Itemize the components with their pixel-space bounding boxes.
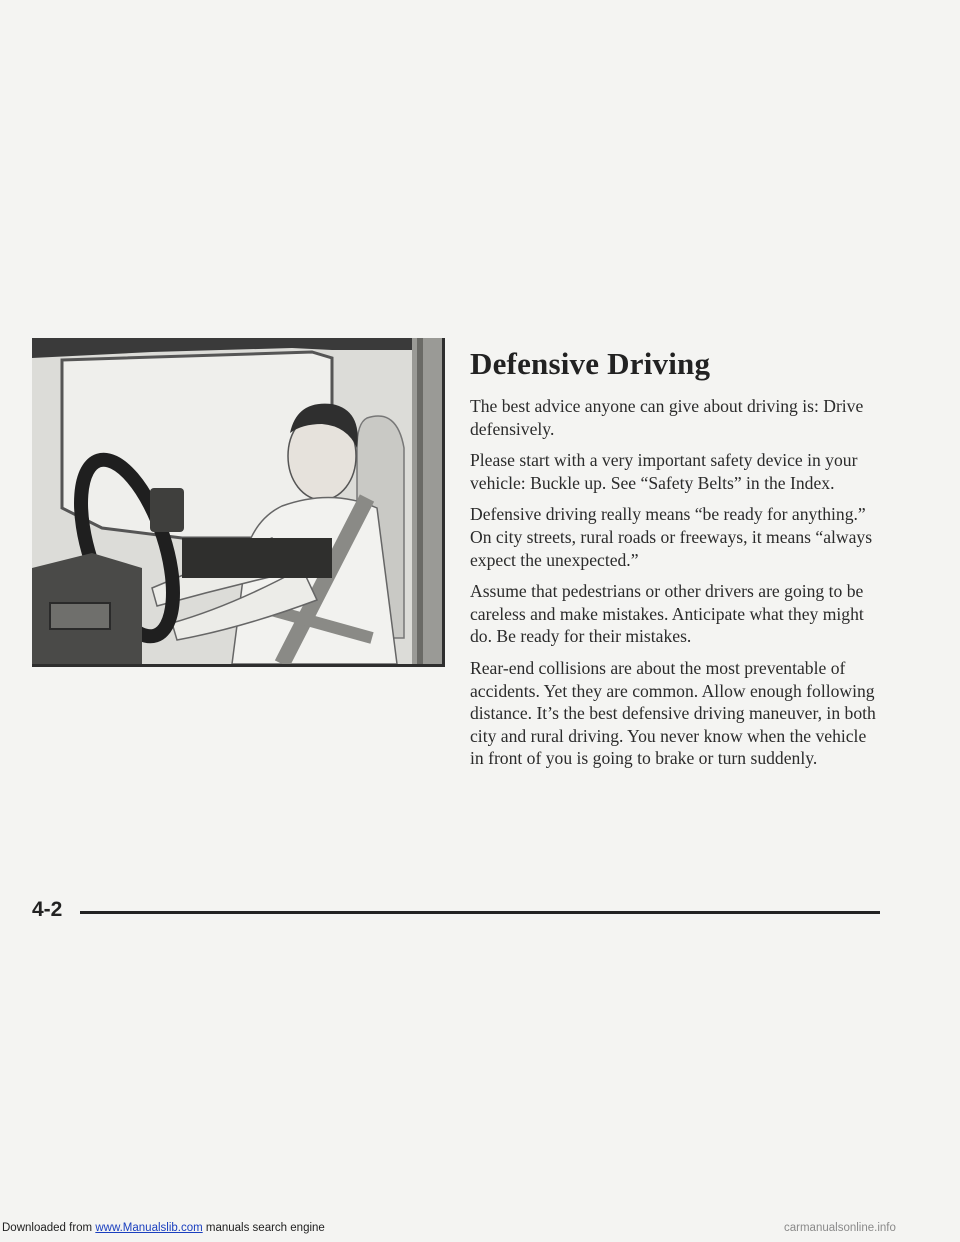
page-number: 4-2 xyxy=(32,898,63,921)
driver-wearing-seatbelt-image xyxy=(32,338,442,664)
paragraph: Defensive driving really means “be ready for anything.” On city streets, rural roads or freeways, it means “always expect the unexpected.” xyxy=(470,504,873,570)
watermark: carmanualsonline.info xyxy=(784,1222,896,1234)
paragraph: Please start with a very important safety device in your vehicle: Buckle up. See “Safety Belts” in the Index. xyxy=(470,450,858,493)
section-title: Defensive Driving xyxy=(470,346,711,381)
footer-rule xyxy=(80,911,880,914)
section-content xyxy=(470,346,880,779)
banner-prefix: Downloaded from xyxy=(2,1222,96,1234)
page-footer xyxy=(32,898,882,921)
manualslib-link[interactable]: www.Manualslib.com xyxy=(95,1222,203,1234)
banner-suffix: manuals search engine xyxy=(202,1222,325,1234)
download-banner xyxy=(2,1222,325,1234)
paragraph: Assume that pedestrians or other drivers are going to be careless and make mistakes. Anticipate what they might do. Be ready for their mistakes. xyxy=(470,581,864,647)
driver-illustration xyxy=(32,338,445,667)
paragraph: Rear-end collisions are about the most preventable of accidents. Yet they are common. Allow enough following distance. It’s the best defensive driving maneuver, in both city and rural driving. You never know when the vehicle in front of you is going to brake or turn suddenly. xyxy=(470,657,876,769)
paragraph: The best advice anyone can give about driving is: Drive defensively. xyxy=(470,396,864,439)
